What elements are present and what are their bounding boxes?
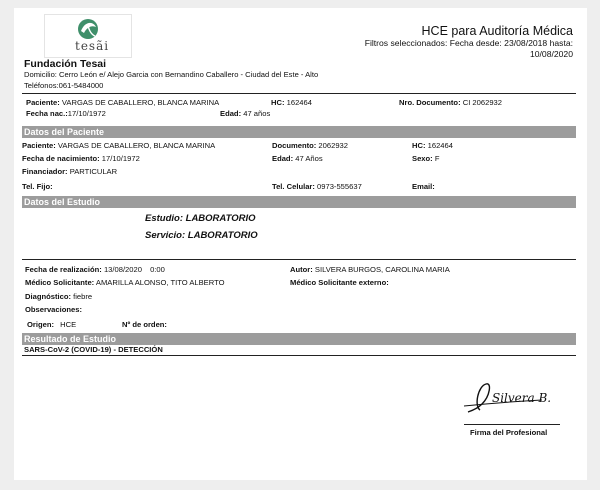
patient-cell-value: 0973-555637 [317, 182, 362, 191]
patient-sex-label: Sexo: [412, 154, 433, 163]
summary-hc-label: HC: [271, 98, 285, 107]
study-estudio-label: Estudio: [145, 213, 183, 224]
summary-document [399, 98, 502, 107]
patient-document-value: 2062932 [318, 141, 348, 150]
summary-birth [26, 109, 106, 118]
signature-script-text: Silvera B. [492, 391, 552, 405]
patient-age-value: 47 Años [295, 154, 323, 163]
org-address: Domicilio: Cerro León e/ Alejo Garcia con Bernandino Caballero - Ciudad del Este - Alto [24, 70, 319, 79]
patient-name-label: Paciente: [22, 141, 56, 150]
result-divider [22, 355, 576, 356]
summary-age-label: Edad: [220, 109, 242, 118]
patient-name [22, 141, 215, 150]
study-estudio [145, 213, 255, 224]
study-diagnosis [25, 292, 92, 301]
study-diagnosis-value: fiebre [73, 292, 93, 301]
patient-name-value: VARGAS DE CABALLERO, BLANCA MARINA [57, 141, 216, 150]
signature-line [464, 424, 560, 425]
study-date [25, 265, 165, 274]
study-origin-label: Origen: [27, 320, 55, 329]
study-servicio-value: LABORATORIO [187, 230, 258, 241]
report-title: HCE para Auditoría Médica [421, 24, 573, 38]
study-requesting-label: Médico Solicitante: [25, 278, 95, 287]
patient-financier-label: Financiador: [22, 167, 68, 176]
patient-financier-value: PARTICULAR [69, 167, 118, 176]
study-servicio-label: Servicio: [145, 230, 186, 241]
patient-hc-value: 162464 [427, 141, 453, 150]
study-author-value: SILVERA BURGOS, CAROLINA MARIA [314, 265, 450, 274]
org-phone: Teléfonos:061-5484000 [24, 81, 104, 90]
study-order-label: Nº de orden: [122, 320, 167, 329]
patient-birth [22, 154, 140, 163]
patient-birth-label: Fecha de nacimiento: [22, 154, 100, 163]
result-test-line: SARS-CoV-2 (COVID-19) - DETECCIÓN [24, 345, 163, 354]
study-estudio-value: LABORATORIO [185, 213, 256, 224]
patient-document [272, 141, 348, 150]
header-divider [22, 93, 576, 94]
summary-document-value: CI 2062932 [462, 98, 502, 107]
summary-patient-value: VARGAS DE CABALLERO, BLANCA MARINA [61, 98, 220, 107]
section-patient-data: Datos del Paciente [22, 126, 576, 138]
section-study-data: Datos del Estudio [22, 196, 576, 208]
study-author [290, 265, 450, 274]
study-origin [27, 320, 76, 329]
patient-email-label: Email: [412, 182, 435, 191]
study-diagnosis-label: Diagnóstico: [25, 292, 71, 301]
patient-birth-value: 17/10/1972 [101, 154, 140, 163]
patient-sex-value: F [434, 154, 440, 163]
study-date-label: Fecha de realización: [25, 265, 102, 274]
study-requesting-value: AMARILLA ALONSO, TITO ALBERTO [95, 278, 225, 287]
summary-hc-value: 162464 [286, 98, 312, 107]
professional-signature [444, 376, 554, 420]
section-study-result: Resultado de Estudio [22, 333, 576, 345]
patient-age [272, 154, 323, 163]
patient-sex [412, 154, 439, 163]
logo-wordmark: tesãi [75, 39, 110, 53]
patient-phone-label: Tel. Fijo: [22, 182, 53, 191]
patient-financier [22, 167, 117, 176]
report-page [14, 8, 587, 480]
summary-patient [26, 98, 219, 107]
summary-age [220, 109, 270, 118]
patient-cell [272, 182, 362, 191]
summary-birth-label: Fecha nac.: [26, 109, 68, 118]
signature-caption: Firma del Profesional [470, 428, 548, 437]
filters-line-2: 10/08/2020 [529, 49, 573, 59]
summary-birth-value: 17/10/1972 [67, 109, 106, 118]
patient-hc-label: HC: [412, 141, 426, 150]
study-origin-value: HCE [60, 320, 77, 329]
study-servicio [145, 230, 258, 241]
study-date-value: 13/08/2020 [103, 265, 142, 274]
patient-hc [412, 141, 453, 150]
study-time-value: 0:00 [150, 265, 165, 274]
study-author-label: Autor: [290, 265, 313, 274]
study-divider [22, 259, 576, 260]
patient-cell-label: Tel. Celular: [272, 182, 315, 191]
study-external-label: Médico Solicitante externo: [290, 278, 389, 287]
org-name: Fundación Tesai [24, 58, 107, 70]
patient-age-label: Edad: [272, 154, 294, 163]
summary-age-value: 47 años [243, 109, 271, 118]
filters-line-1: Filtros seleccionados: Fecha desde: 23/08/2018 hasta: [364, 38, 573, 48]
summary-hc [271, 98, 312, 107]
study-observations-label: Observaciones: [25, 305, 82, 314]
study-requesting [25, 278, 225, 287]
summary-patient-label: Paciente: [26, 98, 60, 107]
fundacion-tesai-logo [44, 14, 132, 58]
patient-document-label: Documento: [272, 141, 317, 150]
summary-document-label: Nro. Documento: [399, 98, 461, 107]
